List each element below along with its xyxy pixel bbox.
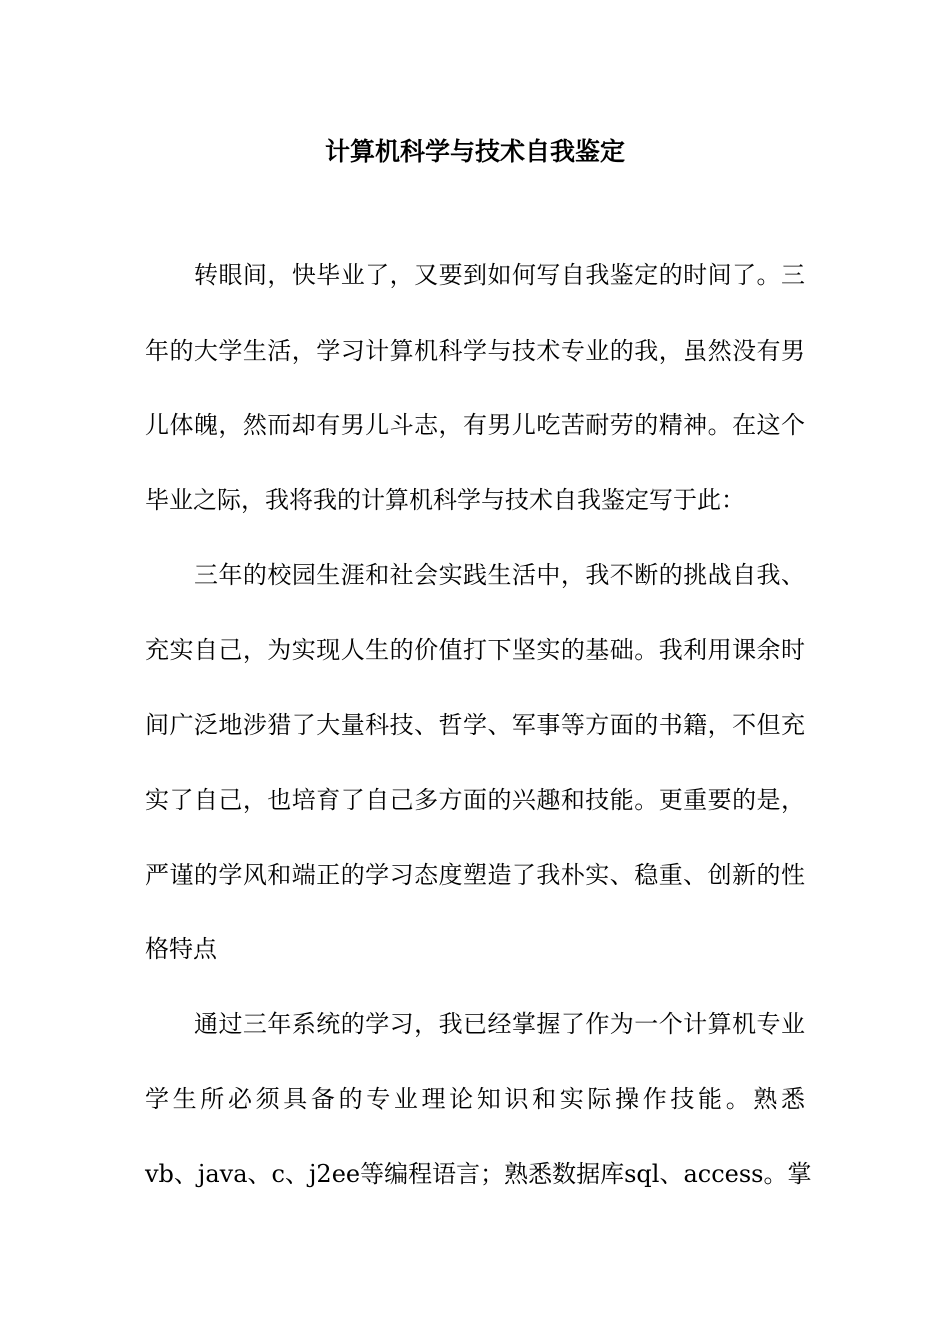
document-title: 计算机科学与技术自我鉴定 — [324, 137, 625, 166]
paragraph-line: 三年的校园生涯和社会实践生活中，我不断的挑战自我、 — [194, 561, 805, 589]
paragraph-line: 通过三年系统的学习，我已经掌握了作为一个计算机专业 — [194, 1010, 805, 1038]
paragraph-line: 学生所必须具备的专业理论知识和实际操作技能。熟悉 — [145, 1085, 805, 1113]
paragraph-line: 实了自己，也培育了自己多方面的兴趣和技能。更重要的是， — [145, 786, 805, 814]
paragraph-line: vb、java、c、j2ee等编程语言；熟悉数据库sql、access。掌 — [145, 1160, 812, 1188]
paragraph-line: 毕业之际，我将我的计算机科学与技术自我鉴定写于此： — [145, 486, 745, 514]
paragraph-line: 年的大学生活，学习计算机科学与技术专业的我，虽然没有男 — [145, 337, 805, 365]
paragraph-line: 格特点 — [145, 935, 217, 963]
paragraph-line: 儿体魄，然而却有男儿斗志，有男儿吃苦耐劳的精神。在这个 — [145, 411, 805, 439]
paragraph-line: 间广泛地涉猎了大量科技、哲学、军事等方面的书籍，不但充 — [145, 711, 805, 739]
paragraph-line: 转眼间，快毕业了，又要到如何写自我鉴定的时间了。三 — [194, 261, 805, 289]
paragraph-line: 严谨的学风和端正的学习态度塑造了我朴实、稳重、创新的性 — [145, 861, 805, 889]
paragraph-line: 充实自己，为实现人生的价值打下坚实的基础。我利用课余时 — [145, 636, 805, 664]
